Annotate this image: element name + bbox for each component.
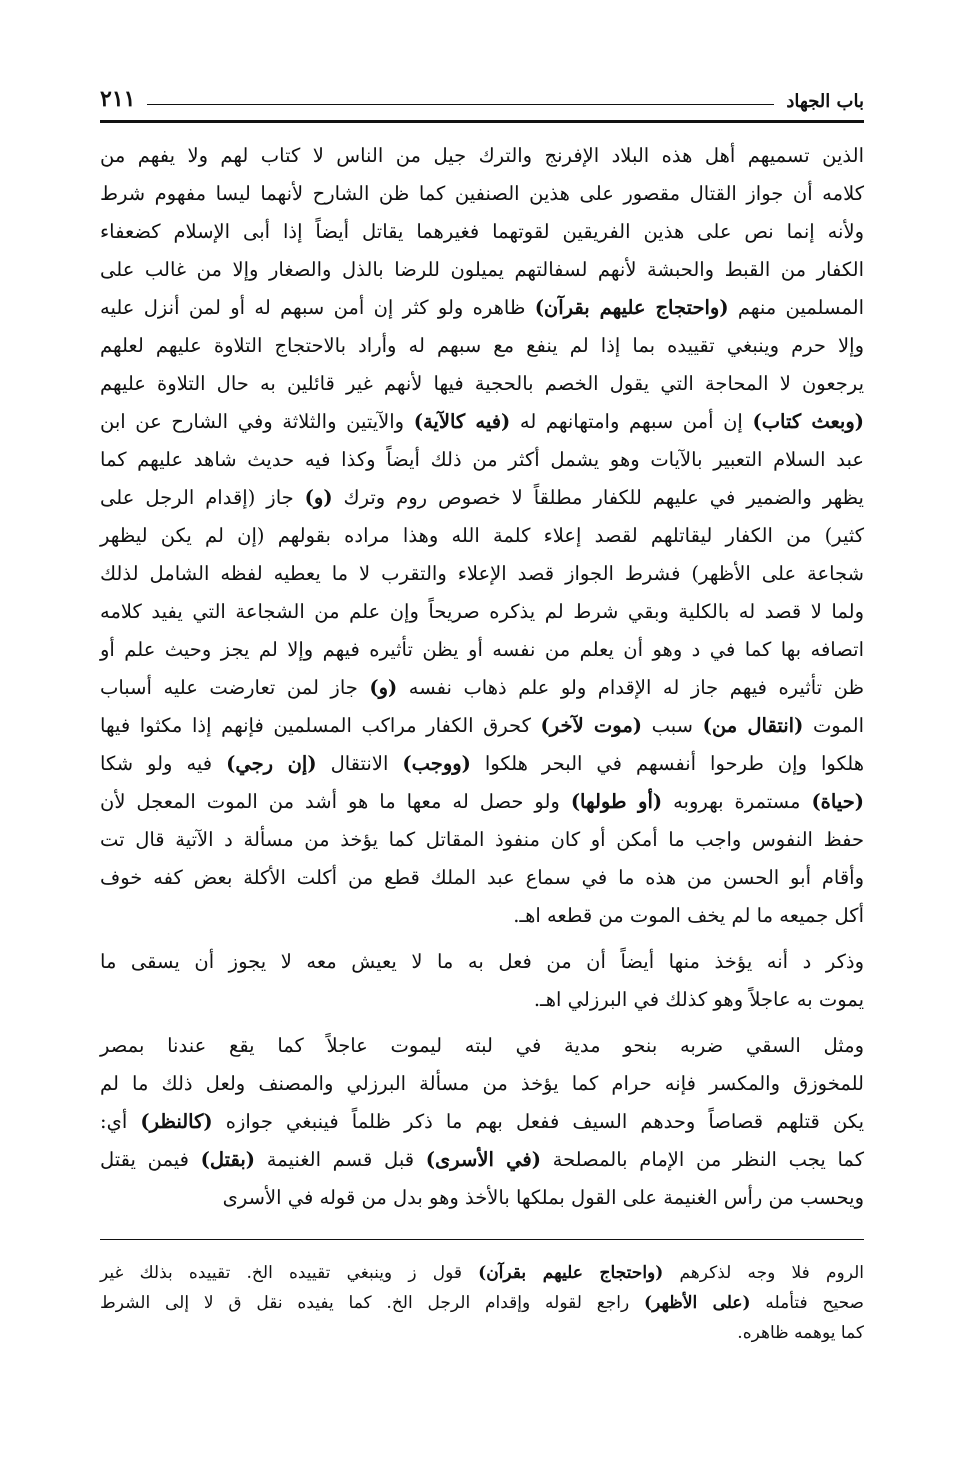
text-line: ومثل السقي ضربه بنحو مدية في لبته ليموت عاجلاً كما يقع عندنا بمصر [100, 1034, 864, 1057]
main-text [100, 137, 864, 1217]
page-number: ٢١١ [100, 86, 136, 112]
paragraph [100, 137, 864, 935]
text-line: وإلا حرم وينبغي تقييده بما إذا لم ينفع مع سبهم له وأراد بالاحتجاج التلاوة عليهم لعلهم [100, 334, 864, 357]
text-line: أكل جميعه ما لم يخف الموت من قطعه اهـ. [513, 904, 864, 927]
text-line: الذين تسميهم أهل هذه البلاد الإفرنج والترك جيل من الناس لا كتاب لهم ولا يفهم من [100, 144, 864, 167]
text-line: ويحسب من رأس الغنيمة على القول بملكها بالأخذ وهو بدل من قوله في الأسرى [222, 1186, 864, 1209]
text-line: يظهر والضمير في عليهم للكفار مطلقاً لا خصوص روم وترك (و) جاز (إقدام الرجل على [100, 486, 864, 509]
text-line: الكفار من القبط والحبشة لأنهم لسفالتهم يميلون للرضا بالذل والصغار وإلا من غالب على [100, 258, 864, 281]
text-line: اتصافه بها كما في د وهو أن يعلم من نفسه أو يظن تأثيره فيهم وإلا لم يجز وحيث علم أو [100, 638, 864, 661]
text-line: يكن قتلهم قصاصاً وحدهم السيف ففعل بهم ما ذكر ظلماً فينبغي جوازه (كالنظر) أي: [100, 1110, 865, 1133]
footnote [100, 1258, 864, 1348]
footnote-line: صحيح فتأمله (على الأظهر) راجع لقوله وإقدام الرجل الخ. كما يفيده نقل ق لا إلى الشرط [100, 1293, 864, 1313]
text-line: يرجعون لا المحاجة التي يقول الخصم بالحجية فيها لأنهم غير قائلين به حال التلاوة عليهم [100, 372, 864, 395]
paragraph [100, 1027, 864, 1217]
text-line: ولأنه إنما نص على هذين الفريقين لقوتهما فغيرهما يقاتل أيضاً إذا أبى الإسلام كضعفاء [100, 220, 864, 243]
text-line: ولما لا قصد له بالكلية وبقي شرط لم يذكره صريحاً وإن علم من الشجاعة التي يفيد كلامه [100, 600, 864, 623]
footnote-separator [100, 1239, 864, 1240]
header-dash-line [147, 104, 774, 105]
text-line: كما يجب النظر من الإمام بالمصلحة (في الأسرى) قبل قسم الغنيمة (بقتل) فيمن يقتل [100, 1148, 864, 1171]
text-line: للمخوزق والمكسر فإنه حرام كما يؤخذ من مسألة البرزلي والمصنف ولعل ذلك ما لم [100, 1072, 864, 1095]
running-header [100, 86, 864, 112]
text-line: حفظ النفوس واجب ما أمكن أو كان منفوذ المقاتل كما يؤخذ من مسألة د الآتية قال تت [100, 828, 864, 851]
header-rule [100, 120, 864, 123]
text-line: كلامه أن جواز القتال مقصور على هذين الصنفين كما ظن الشارح لأنهما ليسا مفهوم شرط [100, 182, 864, 205]
text-line: وذكر د أنه يؤخذ منها أيضاً أن من فعل به ما لا يعيش معه لا يجوز أن يسقى ما [100, 950, 864, 973]
text-line: (وبعث كتاب) إن أمن سبهم وامتهانهم له (فيه كالآية) والآيتين والثلاثة وفي الشارح عن ابن [100, 410, 864, 433]
text-line: شجاعة على الأظهر) فشرط الجواز قصد الإعلاء والتقرب لا ما يعطيه لفظه الشامل لذلك [100, 562, 864, 585]
text-line: وأقام أبو الحسن من هذه ما في سماع عبد الملك قطع من أكلت الأكلة بعض كفه خوف [100, 866, 864, 889]
text-line: (حياة) مستمرة بهروبه (أو طولها) ولو حصل له معها ما هو أشد من الموت المعجل لأن [100, 790, 865, 813]
text-line: يموت به عاجلاً وهو كذلك في البرزلي اهـ. [533, 988, 864, 1011]
text-line: المسلمين منهم (واحتجاج عليهم بقرآن) ظاهره ولو كثر إن أمن سبهم له أو لمن أنزل عليه [100, 296, 864, 319]
text-line: هلكوا وإن طرحوا أنفسهم في البحر هلكوا (ووجب) الانتقال (إن رجي) فيه ولو شكا [100, 752, 864, 775]
text-line: عبد السلام التعبير بالآيات وهو يشمل أكثر من ذلك أيضاً وكذا فيه حديث شاهد عليهم كما [100, 448, 864, 471]
text-line: ظن تأثيره فيهم جاز له الإقدام ولو علم ذهاب نفسه (و) جاز لمن تعارضت عليه أسباب [100, 676, 865, 699]
page [100, 86, 864, 1348]
text-line: الموت (انتقال من) سبب (موت لآخر) كحرق الكفار مراكب المسلمين فإنهم إذا مكثوا فيها [100, 714, 865, 737]
chapter-title: باب الجهاد [786, 91, 864, 112]
paragraph [100, 943, 864, 1019]
text-line: كثير) من الكفار ليقاتلهم لقصد إعلاء كلمة الله وهذا مراده بقولهم (إن لم يكن ليظهر [100, 524, 864, 547]
footnote-line: الروم فلا وجه لذكرهم (واحتجاج عليهم بقرآن) قول ز وينبغي تقييده الخ. تقييده بذلك غير [100, 1263, 865, 1283]
footnote-line: كما يوهمه ظاهره. [737, 1323, 864, 1343]
